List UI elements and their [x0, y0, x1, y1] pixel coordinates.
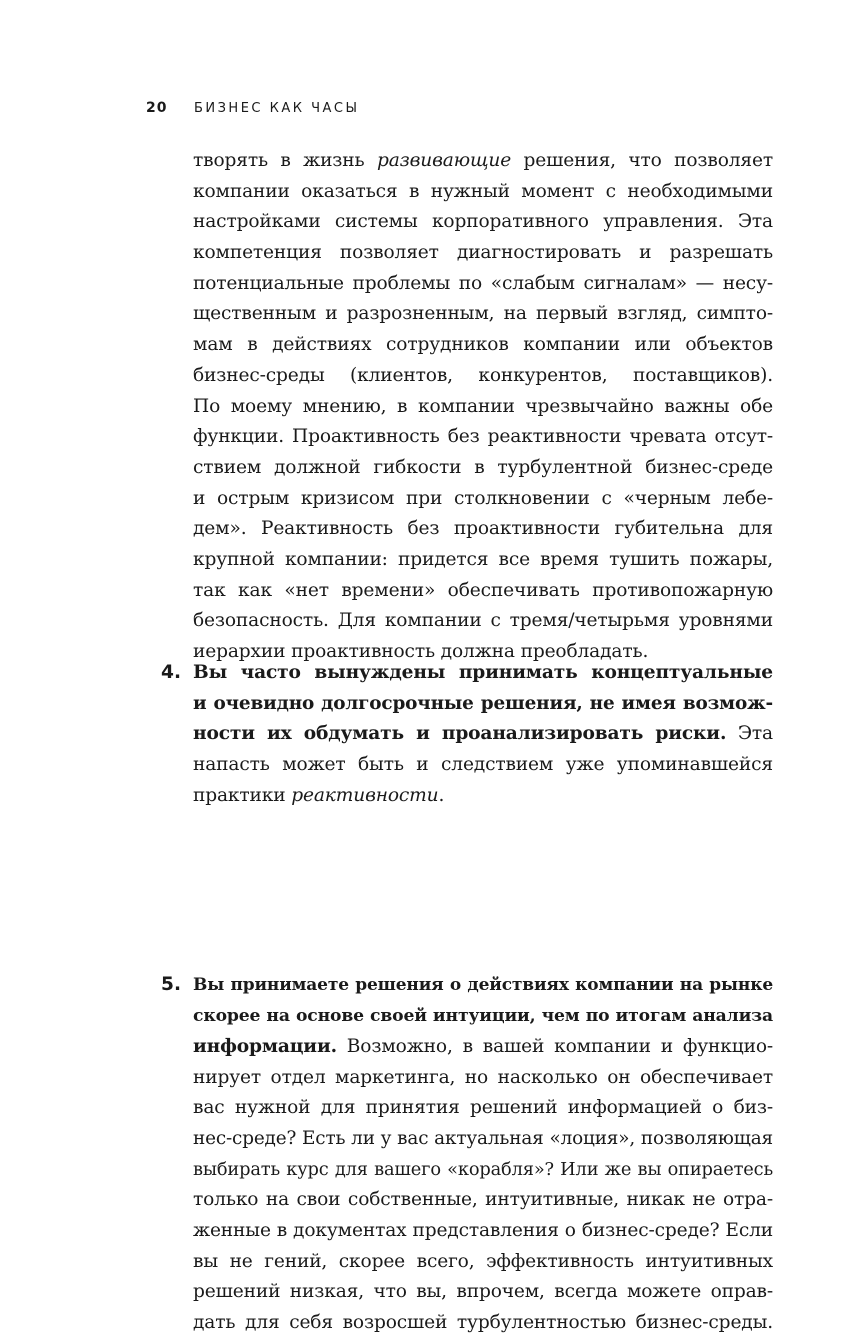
- text-line: потенциальные проблемы по «слабым сигналам» — несу-: [193, 272, 773, 294]
- text-line: настройками системы корпоративного управления. Эта: [193, 211, 773, 233]
- text-line: нирует отдел маркетинга, но насколько он обеспечивает: [193, 1066, 773, 1088]
- text-line: бизнес-среды (клиентов, конкурентов, поставщиков).: [193, 364, 773, 386]
- text-line: нес-среде? Есть ли у вас актуальная «лоция», позволяющая: [193, 1127, 773, 1149]
- text-line: только на свои собственные, интуитивные, никак не отра-: [193, 1189, 773, 1211]
- text-line: так как «нет времени» обеспечивать противопожарную: [193, 579, 773, 601]
- italic-term: развивающие: [376, 150, 512, 171]
- text-line: и острым кризисом при столкновении с «черным лебе-: [193, 487, 773, 509]
- text-line: творять в жизнь развивающие решения, что позволяет: [193, 150, 773, 171]
- text-line: безопасность. Для компании с тремя/четырьмя уровнями: [193, 610, 773, 632]
- text-line: ствием должной гибкости в турбулентной бизнес-среде: [193, 456, 773, 478]
- italic-term: реактивности: [291, 784, 439, 806]
- text-line: и очевидно долгосрочные решения, не имея возмож-: [193, 692, 773, 714]
- text-line: женные в документах представления о бизнес-среде? Если: [193, 1219, 773, 1241]
- text-line: информации. Возможно, в вашей компании и функцио-: [193, 1035, 773, 1057]
- text-line: иерархии проактивность должна преобладать.: [193, 641, 649, 662]
- list-item-5: [161, 970, 773, 1338]
- text-line: выбирать курс для вашего «корабля»? Или же вы опираетесь: [193, 1158, 773, 1180]
- intro-paragraph: [193, 146, 773, 668]
- text-line: компании оказаться в нужный момент с необходимыми: [193, 180, 773, 202]
- text-line: функции. Проактивность без реактивности чревата отсут-: [193, 426, 773, 448]
- text-line: ности их обдумать и проанализировать риски. Эта: [193, 723, 773, 745]
- text-line: вы не гений, скорее всего, эффективность интуитивных: [193, 1250, 773, 1272]
- text-line: решений низкая, что вы, впрочем, всегда можете оправ-: [193, 1281, 773, 1303]
- text-line: компетенция позволяет диагностировать и разрешать: [193, 242, 773, 264]
- text-line: крупной компании: придется все время тушить пожары,: [193, 548, 773, 570]
- running-head: [146, 100, 359, 116]
- list-item-4: [161, 658, 773, 811]
- text-line: напасть может быть и следствием уже упоминавшейся: [193, 754, 773, 776]
- text-line: скорее на основе своей интуиции, чем по итогам анализа: [193, 1006, 773, 1027]
- list-item-number: 4.: [161, 662, 182, 683]
- text-line: Вы принимаете решения о действиях компании на рынке: [193, 975, 773, 996]
- text-line: вас нужной для принятия решений информацией о биз-: [193, 1097, 773, 1119]
- text-line: Вы часто вынуждены принимать концептуальные: [193, 662, 773, 683]
- text-line: дать для себя возросшей турбулентностью бизнес-среды.: [193, 1312, 773, 1333]
- page-number: 20: [146, 100, 168, 116]
- text-line: практики реактивности.: [193, 784, 445, 806]
- text-line: щественным и разрозненным, на первый взгляд, симпто-: [193, 303, 773, 325]
- text-line: По моему мнению, в компании чрезвычайно важны обе: [193, 395, 773, 417]
- list-item-number: 5.: [161, 974, 182, 996]
- book-title: БИЗНЕС КАК ЧАСЫ: [193, 101, 360, 116]
- text-line: дем». Реактивность без проактивности губительна для: [193, 518, 773, 540]
- text-line: мам в действиях сотрудников компании или объектов: [193, 334, 773, 356]
